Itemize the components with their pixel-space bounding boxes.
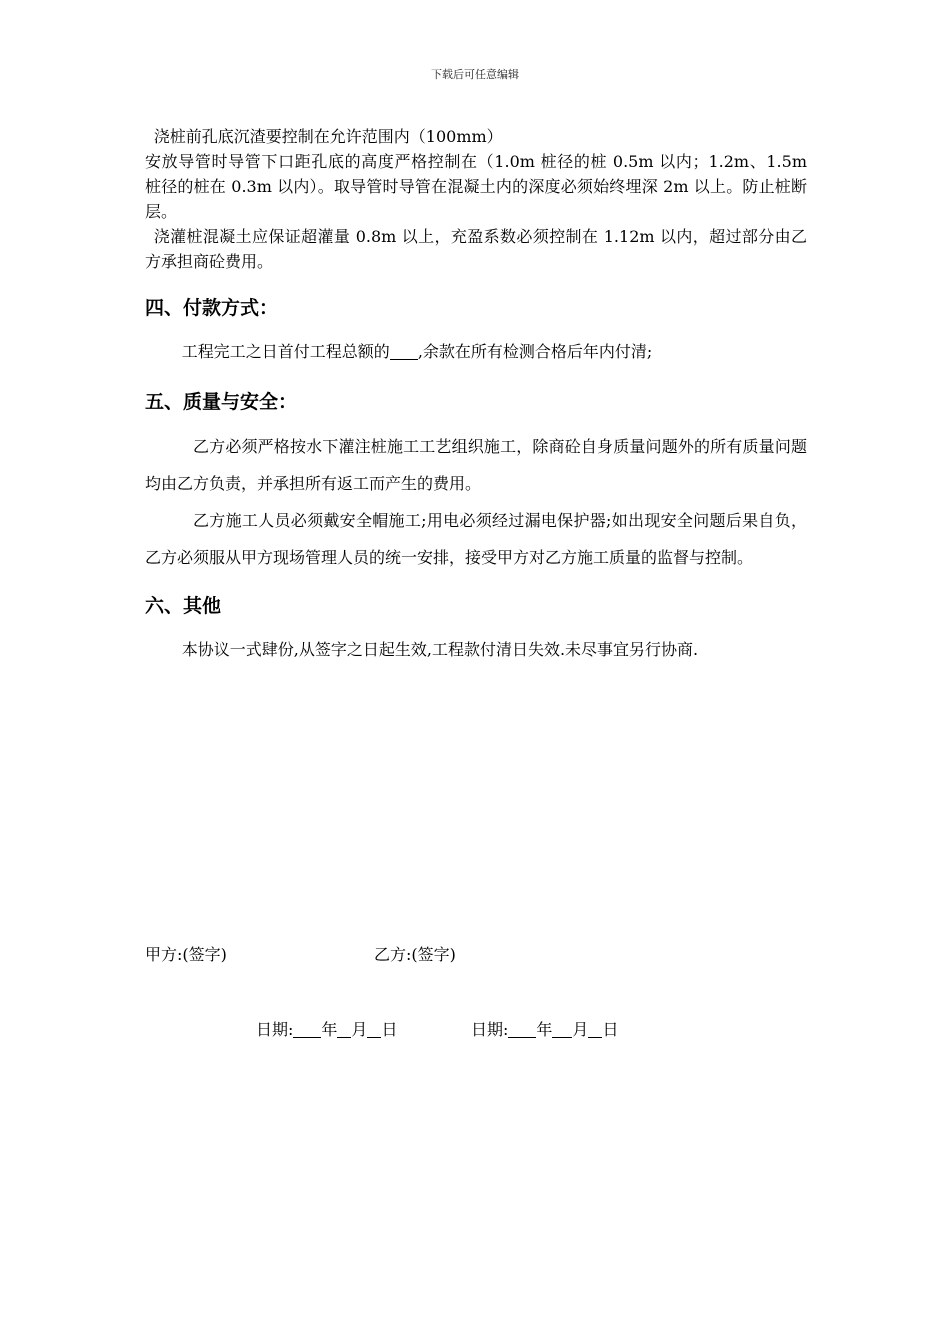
section3-para2: 安放导管时导管下口距孔底的高度严格控制在（1.0m 桩径的桩 0.5m 以内；1.2m、1.5m 桩径的桩在 0.3m 以内）。取导管时导管在混凝土内的深度必须始终埋深 2m 以上。防止桩断层。 <box>145 152 807 221</box>
section4-heading: 四、付款方式： <box>145 297 279 319</box>
day-label: 日 <box>602 1020 619 1039</box>
month-label: 月 <box>351 1020 368 1039</box>
year-label: 年 <box>536 1020 553 1039</box>
section5-heading: 五、质量与安全： <box>145 391 298 413</box>
party-a-signature: 甲方:(签字) <box>145 945 227 964</box>
payment-text-after: ,余款在所有检测合格后年内付清; <box>417 342 653 361</box>
party-b-signature: 乙方:(签字) <box>374 945 456 964</box>
payment-percent-blank <box>390 343 418 360</box>
section5-para2: 乙方施工人员必须戴安全帽施工;用电必须经过漏电保护器;如出现安全问题后果自负，乙方必须服从甲方现场管理人员的统一安排，接受甲方对乙方施工质量的监督与控制。 <box>145 511 807 567</box>
date-label: 日期: <box>471 1020 509 1039</box>
party-b-date <box>471 1017 618 1043</box>
section3-para3: 浇灌桩混凝土应保证超灌量 0.8m 以上，充盈系数必须控制在 1.12m 以内，超过部分由乙方承担商砼费用。 <box>145 227 807 271</box>
payment-text-before: 工程完工之日首付工程总额的 <box>181 342 390 361</box>
year-blank <box>508 1021 536 1038</box>
header-note: 下载后可任意编辑 <box>431 68 519 81</box>
year-label: 年 <box>321 1020 338 1039</box>
day-blank <box>367 1021 381 1038</box>
day-label: 日 <box>381 1020 398 1039</box>
month-blank <box>552 1021 572 1038</box>
section3-line1: 浇桩前孔底沉渣要控制在允许范围内（100mm） <box>153 127 503 146</box>
section6-heading: 六、其他 <box>145 595 222 617</box>
section6-para1: 本协议一式肆份,从签字之日起生效,工程款付清日失效.未尽事宜另行协商. <box>181 640 699 659</box>
party-a-date <box>256 1017 397 1043</box>
year-blank <box>293 1021 321 1038</box>
document-body <box>145 124 807 668</box>
month-blank <box>337 1021 351 1038</box>
day-blank <box>588 1021 602 1038</box>
month-label: 月 <box>572 1020 589 1039</box>
date-label: 日期: <box>256 1020 294 1039</box>
section5-para1: 乙方必须严格按水下灌注桩施工工艺组织施工，除商砼自身质量问题外的所有质量问题均由乙方负责，并承担所有返工而产生的费用。 <box>145 437 807 493</box>
section4-payment-text <box>145 333 807 370</box>
